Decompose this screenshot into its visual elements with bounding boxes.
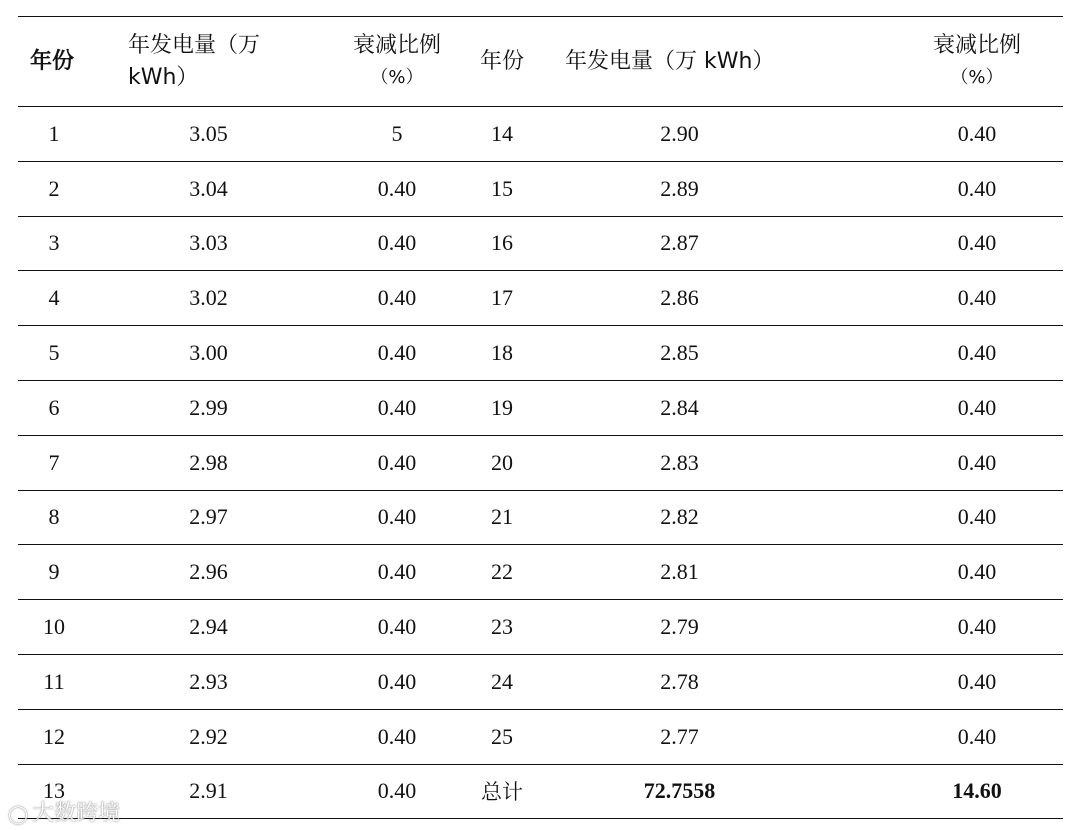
table-row: [18, 380, 1063, 435]
cell-decay-left: 0.40: [327, 161, 467, 216]
cell-decay-left: 5: [327, 107, 467, 162]
generation-table: [18, 16, 1063, 819]
cell-decay-right: 0.40: [822, 709, 1063, 764]
cell-generation-left: 3.05: [90, 107, 327, 162]
watermark-text: 大数跨境: [32, 801, 121, 826]
cell-decay-left: 0.40: [327, 600, 467, 655]
table-body: [18, 107, 1063, 819]
header-decay-right: [822, 17, 1063, 107]
cell-year-left: 11: [18, 654, 90, 709]
cell-generation-right: 2.84: [537, 380, 822, 435]
cell-decay-left: 0.40: [327, 545, 467, 600]
cell-decay-right: 0.40: [822, 600, 1063, 655]
header-decay-right-line2: （%）: [950, 66, 1004, 88]
header-decay-left: [327, 17, 467, 107]
cell-decay-right: 0.40: [822, 435, 1063, 490]
header-row: [18, 17, 1063, 107]
cell-total-generation: 72.7558: [537, 764, 822, 819]
cell-decay-right: 0.40: [822, 107, 1063, 162]
header-year-right: 年份: [467, 17, 537, 107]
cell-generation-right: 2.83: [537, 435, 822, 490]
cell-total-label: 总计: [467, 764, 537, 819]
cell-year-left: 4: [18, 271, 90, 326]
table-row: [18, 600, 1063, 655]
cell-year-right: 23: [467, 600, 537, 655]
table-header: [18, 17, 1063, 107]
cell-year-left: 10: [18, 600, 90, 655]
cell-year-right: 15: [467, 161, 537, 216]
cell-decay-right: 0.40: [822, 380, 1063, 435]
header-decay-left-line2: （%）: [370, 66, 424, 88]
cell-generation-left: 2.91: [90, 764, 327, 819]
cell-year-right: 22: [467, 545, 537, 600]
cell-generation-left: 3.02: [90, 271, 327, 326]
cell-year-left: 2: [18, 161, 90, 216]
cell-decay-right: 0.40: [822, 216, 1063, 271]
header-decay-right-line1: 衰减比例: [932, 32, 1021, 58]
cell-year-right: 19: [467, 380, 537, 435]
cell-year-right: 17: [467, 271, 537, 326]
cell-generation-right: 2.79: [537, 600, 822, 655]
header-year-left: 年份: [18, 17, 90, 107]
cell-generation-left: 2.97: [90, 490, 327, 545]
cell-generation-left: 2.93: [90, 654, 327, 709]
cell-year-left: 3: [18, 216, 90, 271]
cell-decay-left: 0.40: [327, 271, 467, 326]
table-row: [18, 107, 1063, 162]
generation-table-container: [18, 16, 1063, 819]
header-generation-left: 年发电量（万 kWh）: [90, 17, 327, 107]
cell-decay-left: 0.40: [327, 490, 467, 545]
cell-year-right: 20: [467, 435, 537, 490]
header-decay-left-line1: 衰减比例: [352, 32, 441, 58]
table-row: [18, 161, 1063, 216]
table-row: [18, 326, 1063, 381]
cell-decay-right: 0.40: [822, 490, 1063, 545]
cell-generation-right: 2.82: [537, 490, 822, 545]
table-row: [18, 271, 1063, 326]
cell-year-left: 13: [18, 764, 90, 819]
cell-decay-right: 0.40: [822, 545, 1063, 600]
cell-year-left: 6: [18, 380, 90, 435]
cell-generation-right: 2.89: [537, 161, 822, 216]
cell-year-left: 5: [18, 326, 90, 381]
cell-decay-left: 0.40: [327, 380, 467, 435]
cell-decay-left: 0.40: [327, 435, 467, 490]
cell-generation-left: 3.00: [90, 326, 327, 381]
cell-decay-left: 0.40: [327, 326, 467, 381]
cell-year-right: 18: [467, 326, 537, 381]
cell-decay-right: 0.40: [822, 271, 1063, 326]
cell-total-decay: 14.60: [822, 764, 1063, 819]
cell-year-left: 8: [18, 490, 90, 545]
cell-generation-left: 3.03: [90, 216, 327, 271]
table-row: [18, 216, 1063, 271]
cell-generation-right: 2.85: [537, 326, 822, 381]
table-row: [18, 545, 1063, 600]
cell-year-left: 12: [18, 709, 90, 764]
cell-decay-right: 0.40: [822, 161, 1063, 216]
cell-decay-left: 0.40: [327, 764, 467, 819]
table-row: [18, 654, 1063, 709]
cell-generation-right: 2.81: [537, 545, 822, 600]
cell-year-left: 7: [18, 435, 90, 490]
cell-generation-left: 2.99: [90, 380, 327, 435]
cell-year-right: 21: [467, 490, 537, 545]
cell-generation-right: 2.77: [537, 709, 822, 764]
header-generation-right: 年发电量（万 kWh）: [537, 17, 822, 107]
cell-generation-right: 2.90: [537, 107, 822, 162]
cell-year-right: 25: [467, 709, 537, 764]
watermark: [8, 796, 120, 827]
cell-generation-right: 2.78: [537, 654, 822, 709]
cell-generation-right: 2.86: [537, 271, 822, 326]
cell-decay-right: 0.40: [822, 654, 1063, 709]
cell-generation-left: 2.98: [90, 435, 327, 490]
cell-generation-left: 3.04: [90, 161, 327, 216]
cell-decay-left: 0.40: [327, 709, 467, 764]
cell-decay-right: 0.40: [822, 326, 1063, 381]
watermark-logo-icon: ◯: [8, 804, 29, 825]
cell-generation-left: 2.96: [90, 545, 327, 600]
table-row-total: [18, 764, 1063, 819]
cell-decay-left: 0.40: [327, 654, 467, 709]
cell-year-left: 9: [18, 545, 90, 600]
cell-generation-left: 2.94: [90, 600, 327, 655]
cell-decay-left: 0.40: [327, 216, 467, 271]
cell-year-left: 1: [18, 107, 90, 162]
cell-year-right: 24: [467, 654, 537, 709]
table-row: [18, 709, 1063, 764]
table-row: [18, 490, 1063, 545]
cell-year-right: 16: [467, 216, 537, 271]
cell-year-right: 14: [467, 107, 537, 162]
table-row: [18, 435, 1063, 490]
cell-generation-left: 2.92: [90, 709, 327, 764]
cell-generation-right: 2.87: [537, 216, 822, 271]
